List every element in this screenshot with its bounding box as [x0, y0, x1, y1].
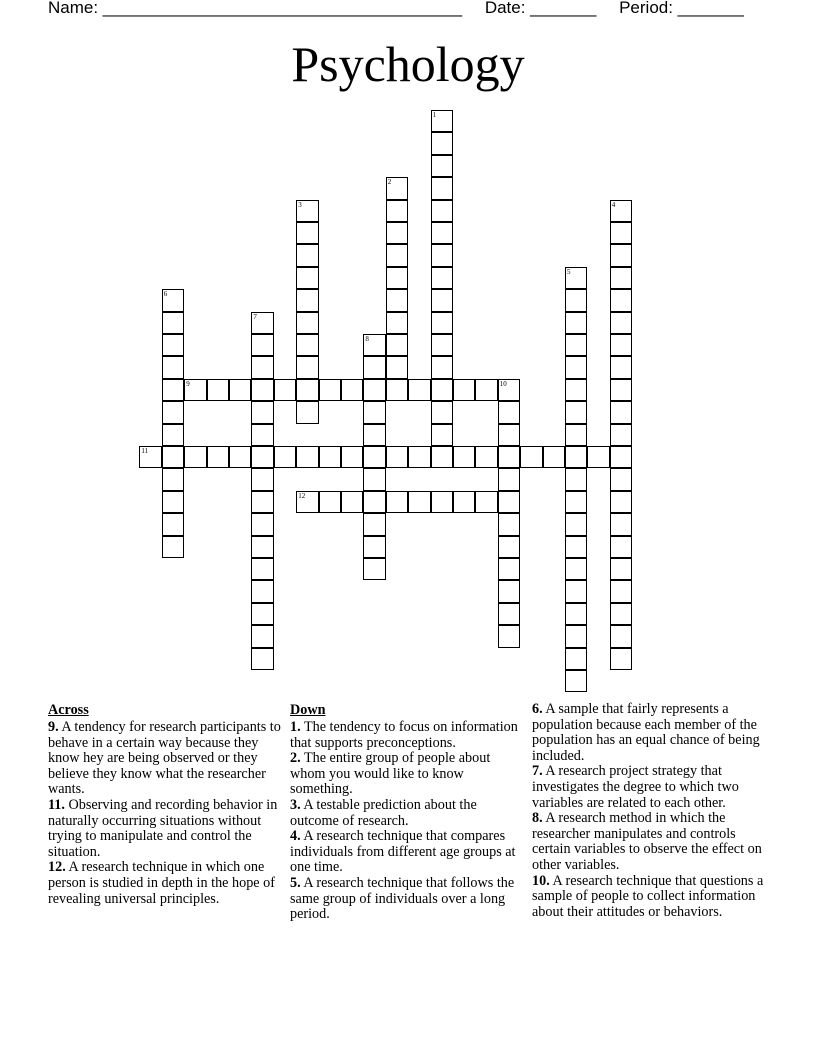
grid-cell[interactable]: [363, 401, 385, 423]
grid-cell[interactable]: [610, 401, 632, 423]
grid-cell[interactable]: [565, 580, 587, 602]
grid-cell[interactable]: [453, 446, 475, 468]
grid-cell[interactable]: [565, 379, 587, 401]
grid-cell[interactable]: [363, 379, 385, 401]
grid-cell[interactable]: [498, 424, 520, 446]
grid-cell[interactable]: [251, 491, 273, 513]
clue-number: 1: [432, 111, 437, 119]
puzzle-title: Psychology: [291, 36, 525, 92]
grid-cell[interactable]: [319, 446, 341, 468]
clue-number: 11: [141, 447, 149, 455]
grid-cell[interactable]: [498, 401, 520, 423]
grid-cell[interactable]: [565, 603, 587, 625]
down-clues-continued: [532, 702, 768, 920]
clue-number: 3: [298, 200, 302, 209]
grid-cell[interactable]: [386, 289, 408, 311]
grid-cell[interactable]: [610, 200, 632, 222]
grid-cell[interactable]: [565, 648, 587, 670]
grid-cell[interactable]: [162, 401, 184, 423]
name-field[interactable]: Name: ______________________________________: [48, 0, 463, 17]
clue-number: 7: [253, 312, 257, 321]
grid-cell[interactable]: [296, 200, 318, 222]
grid-cell[interactable]: [386, 356, 408, 378]
grid-cell[interactable]: [296, 222, 318, 244]
grid-cell[interactable]: [363, 536, 385, 558]
grid-cell[interactable]: [296, 491, 318, 513]
grid-cell[interactable]: [610, 379, 632, 401]
grid-cell[interactable]: [565, 446, 587, 468]
grid-cell[interactable]: [565, 536, 587, 558]
grid-cell[interactable]: [251, 424, 273, 446]
clue-number: 2: [387, 178, 392, 187]
grid-cell[interactable]: [565, 356, 587, 378]
grid-cell[interactable]: [565, 401, 587, 423]
grid-cell[interactable]: [251, 513, 273, 535]
grid-cell[interactable]: [139, 446, 161, 468]
grid-cell[interactable]: [587, 446, 609, 468]
grid-cell[interactable]: [565, 625, 587, 647]
grid-cell[interactable]: [565, 558, 587, 580]
grid-cell[interactable]: [431, 334, 453, 356]
grid-cell[interactable]: [431, 424, 453, 446]
grid-cell[interactable]: [610, 244, 632, 266]
grid-cell[interactable]: [386, 379, 408, 401]
grid-cell[interactable]: [610, 580, 632, 602]
grid-cell[interactable]: [453, 491, 475, 513]
grid-cell[interactable]: [431, 110, 453, 132]
grid-cell[interactable]: [363, 446, 385, 468]
clue-down-10: 10. A research technique that questions a sample of people to collect information about their attitudes or behaviors.: [532, 872, 764, 920]
grid-cell[interactable]: [251, 379, 273, 401]
grid-cell[interactable]: [363, 468, 385, 490]
grid-cell[interactable]: [296, 289, 318, 311]
grid-cell[interactable]: [162, 334, 184, 356]
grid-cell[interactable]: [565, 312, 587, 334]
grid-cell[interactable]: [386, 200, 408, 222]
grid-cell[interactable]: [431, 289, 453, 311]
grid-cell[interactable]: [610, 513, 632, 535]
grid-cell[interactable]: [543, 446, 565, 468]
grid-cell[interactable]: [408, 379, 430, 401]
grid-cell[interactable]: [386, 312, 408, 334]
grid-cell[interactable]: [498, 603, 520, 625]
grid-cell[interactable]: [386, 446, 408, 468]
grid-cell[interactable]: [431, 155, 453, 177]
grid-cell[interactable]: [565, 468, 587, 490]
grid-cell[interactable]: [386, 267, 408, 289]
clue-down-5: 5. A research technique that follows the same group of individuals over a long period.: [290, 874, 515, 923]
grid-cell[interactable]: [610, 625, 632, 647]
grid-cell[interactable]: [162, 513, 184, 535]
grid-cell[interactable]: [610, 289, 632, 311]
grid-cell[interactable]: [610, 558, 632, 580]
clue-number: 12: [298, 491, 306, 500]
grid-cell[interactable]: [431, 446, 453, 468]
grid-cell[interactable]: [386, 244, 408, 266]
grid-cell[interactable]: [610, 603, 632, 625]
grid-cell[interactable]: [162, 491, 184, 513]
grid-cell[interactable]: [363, 334, 385, 356]
grid-cell[interactable]: [610, 334, 632, 356]
clue-down-6: 6. A sample that fairly represents a population because each member of the population has an equal chance of being included.: [532, 701, 760, 764]
grid-cell[interactable]: [341, 446, 363, 468]
clue-down-7: 7. A research project strategy that investigates the degree to which two variables are related to each other.: [532, 763, 739, 811]
grid-cell[interactable]: [610, 356, 632, 378]
grid-cell[interactable]: [296, 356, 318, 378]
clue-down-1: 1. The tendency to focus on information that supports preconceptions.: [290, 719, 518, 751]
grid-cell[interactable]: [431, 312, 453, 334]
grid-cell[interactable]: [498, 625, 520, 647]
grid-cell[interactable]: [610, 424, 632, 446]
grid-cell[interactable]: [475, 379, 497, 401]
grid-cell[interactable]: [431, 379, 453, 401]
grid-cell[interactable]: [565, 334, 587, 356]
grid-cell[interactable]: [431, 401, 453, 423]
clue-number: 10: [499, 379, 507, 388]
clue-number: 9: [186, 379, 190, 388]
grid-cell[interactable]: [274, 379, 296, 401]
grid-cell[interactable]: [363, 558, 385, 580]
grid-cell[interactable]: [319, 379, 341, 401]
across-clues: [48, 702, 284, 907]
grid-cell[interactable]: [498, 513, 520, 535]
grid-cell[interactable]: [162, 446, 184, 468]
grid-cell[interactable]: [162, 289, 184, 311]
grid-cell[interactable]: [184, 379, 206, 401]
grid-cell[interactable]: [431, 222, 453, 244]
grid-cell[interactable]: [431, 200, 453, 222]
grid-cell[interactable]: [251, 603, 273, 625]
grid-cell[interactable]: [251, 401, 273, 423]
grid-cell[interactable]: [386, 177, 408, 199]
grid-cell[interactable]: [162, 424, 184, 446]
grid-cell[interactable]: [274, 446, 296, 468]
grid-cell[interactable]: [498, 446, 520, 468]
grid-cell[interactable]: [162, 379, 184, 401]
clue-down-2: 2. The entire group of people about whom you would like to know something.: [290, 750, 491, 798]
grid-cell[interactable]: [251, 536, 273, 558]
grid-cell[interactable]: [296, 267, 318, 289]
grid-cell[interactable]: [386, 222, 408, 244]
grid-cell[interactable]: [184, 446, 206, 468]
grid-cell[interactable]: [408, 491, 430, 513]
grid-cell[interactable]: [207, 379, 229, 401]
grid-cell[interactable]: [296, 379, 318, 401]
grid-cell[interactable]: [431, 244, 453, 266]
grid-cell[interactable]: [251, 446, 273, 468]
grid-cell[interactable]: [341, 379, 363, 401]
grid-cell[interactable]: [162, 536, 184, 558]
grid-cell[interactable]: [296, 244, 318, 266]
clue-across-11: 11. Observing and recording behavior in naturally occurring situations without trying to manipulate and control the situation.: [48, 796, 278, 860]
grid-cell[interactable]: [610, 222, 632, 244]
grid-cell[interactable]: [363, 491, 385, 513]
grid-cell[interactable]: [565, 267, 587, 289]
grid-cell[interactable]: [498, 558, 520, 580]
grid-cell[interactable]: [565, 289, 587, 311]
grid-cell[interactable]: [229, 446, 251, 468]
grid-cell[interactable]: [251, 625, 273, 647]
grid-cell[interactable]: [565, 424, 587, 446]
grid-cell[interactable]: [251, 312, 273, 334]
grid-cell[interactable]: [610, 491, 632, 513]
grid-cell[interactable]: [341, 491, 363, 513]
clue-down-3: 3. A testable prediction about the outcome of research.: [290, 796, 477, 829]
grid-cell[interactable]: [498, 468, 520, 490]
clue-number: 4: [611, 200, 616, 209]
grid-cell[interactable]: [431, 356, 453, 378]
grid-cell[interactable]: [296, 334, 318, 356]
clue-across-9: 9. A tendency for research participants to behave in a certain way because they know hey are being observed or they believe they know what the researcher wants.: [48, 719, 281, 798]
grid-cell[interactable]: [610, 536, 632, 558]
grid-cell[interactable]: [251, 580, 273, 602]
clue-number: 6: [163, 290, 168, 299]
grid-cell[interactable]: [431, 267, 453, 289]
grid-cell[interactable]: [296, 446, 318, 468]
grid-cell[interactable]: [319, 491, 341, 513]
clue-down-8: 8. A research method in which the researcher manipulates and controls certain variables to observe the effect on other variables.: [532, 810, 762, 873]
grid-cell[interactable]: [386, 334, 408, 356]
grid-cell[interactable]: [520, 446, 542, 468]
grid-cell[interactable]: [251, 558, 273, 580]
grid-cell[interactable]: [251, 648, 273, 670]
grid-cell[interactable]: [498, 379, 520, 401]
clue-number: 5: [567, 267, 571, 276]
grid-cell[interactable]: [565, 670, 587, 692]
grid-cell[interactable]: [610, 446, 632, 468]
grid-cell[interactable]: [610, 468, 632, 490]
grid-cell[interactable]: [229, 379, 251, 401]
across-heading: Across: [48, 702, 89, 718]
grid-cell[interactable]: [296, 312, 318, 334]
grid-cell[interactable]: [431, 132, 453, 154]
grid-cell[interactable]: [162, 312, 184, 334]
grid-cell[interactable]: [498, 580, 520, 602]
down-heading: Down: [290, 702, 326, 718]
grid-cell[interactable]: [408, 446, 430, 468]
grid-cell[interactable]: [363, 356, 385, 378]
grid-cell[interactable]: [565, 513, 587, 535]
grid-cell[interactable]: [431, 491, 453, 513]
grid-cell[interactable]: [475, 446, 497, 468]
clue-down-4: 4. A research technique that compares individuals from different age groups at one time.: [290, 828, 516, 876]
grid-cell[interactable]: [565, 491, 587, 513]
grid-cell[interactable]: [475, 491, 497, 513]
grid-cell[interactable]: [431, 177, 453, 199]
clue-across-12: 12. A research technique in which one person is studied in depth in the hope of revealing universal principles.: [48, 859, 275, 907]
grid-cell[interactable]: [498, 536, 520, 558]
grid-cell[interactable]: [162, 356, 184, 378]
grid-cell[interactable]: [207, 446, 229, 468]
grid-cell[interactable]: [498, 491, 520, 513]
grid-cell[interactable]: [162, 468, 184, 490]
grid-cell[interactable]: [610, 648, 632, 670]
grid-cell[interactable]: [296, 401, 318, 423]
grid-cell[interactable]: [363, 513, 385, 535]
grid-cell[interactable]: [386, 491, 408, 513]
clue-number: 8: [365, 335, 369, 343]
grid-cell[interactable]: [610, 312, 632, 334]
grid-cell[interactable]: [453, 379, 475, 401]
grid-cell[interactable]: [610, 267, 632, 289]
down-clues: [290, 702, 526, 923]
period-field[interactable]: Period: _______: [619, 0, 744, 17]
grid-cell[interactable]: [251, 468, 273, 490]
date-field[interactable]: Date: _______: [484, 0, 597, 17]
grid-cell[interactable]: [251, 356, 273, 378]
grid-cell[interactable]: [363, 424, 385, 446]
grid-cell[interactable]: [251, 334, 273, 356]
